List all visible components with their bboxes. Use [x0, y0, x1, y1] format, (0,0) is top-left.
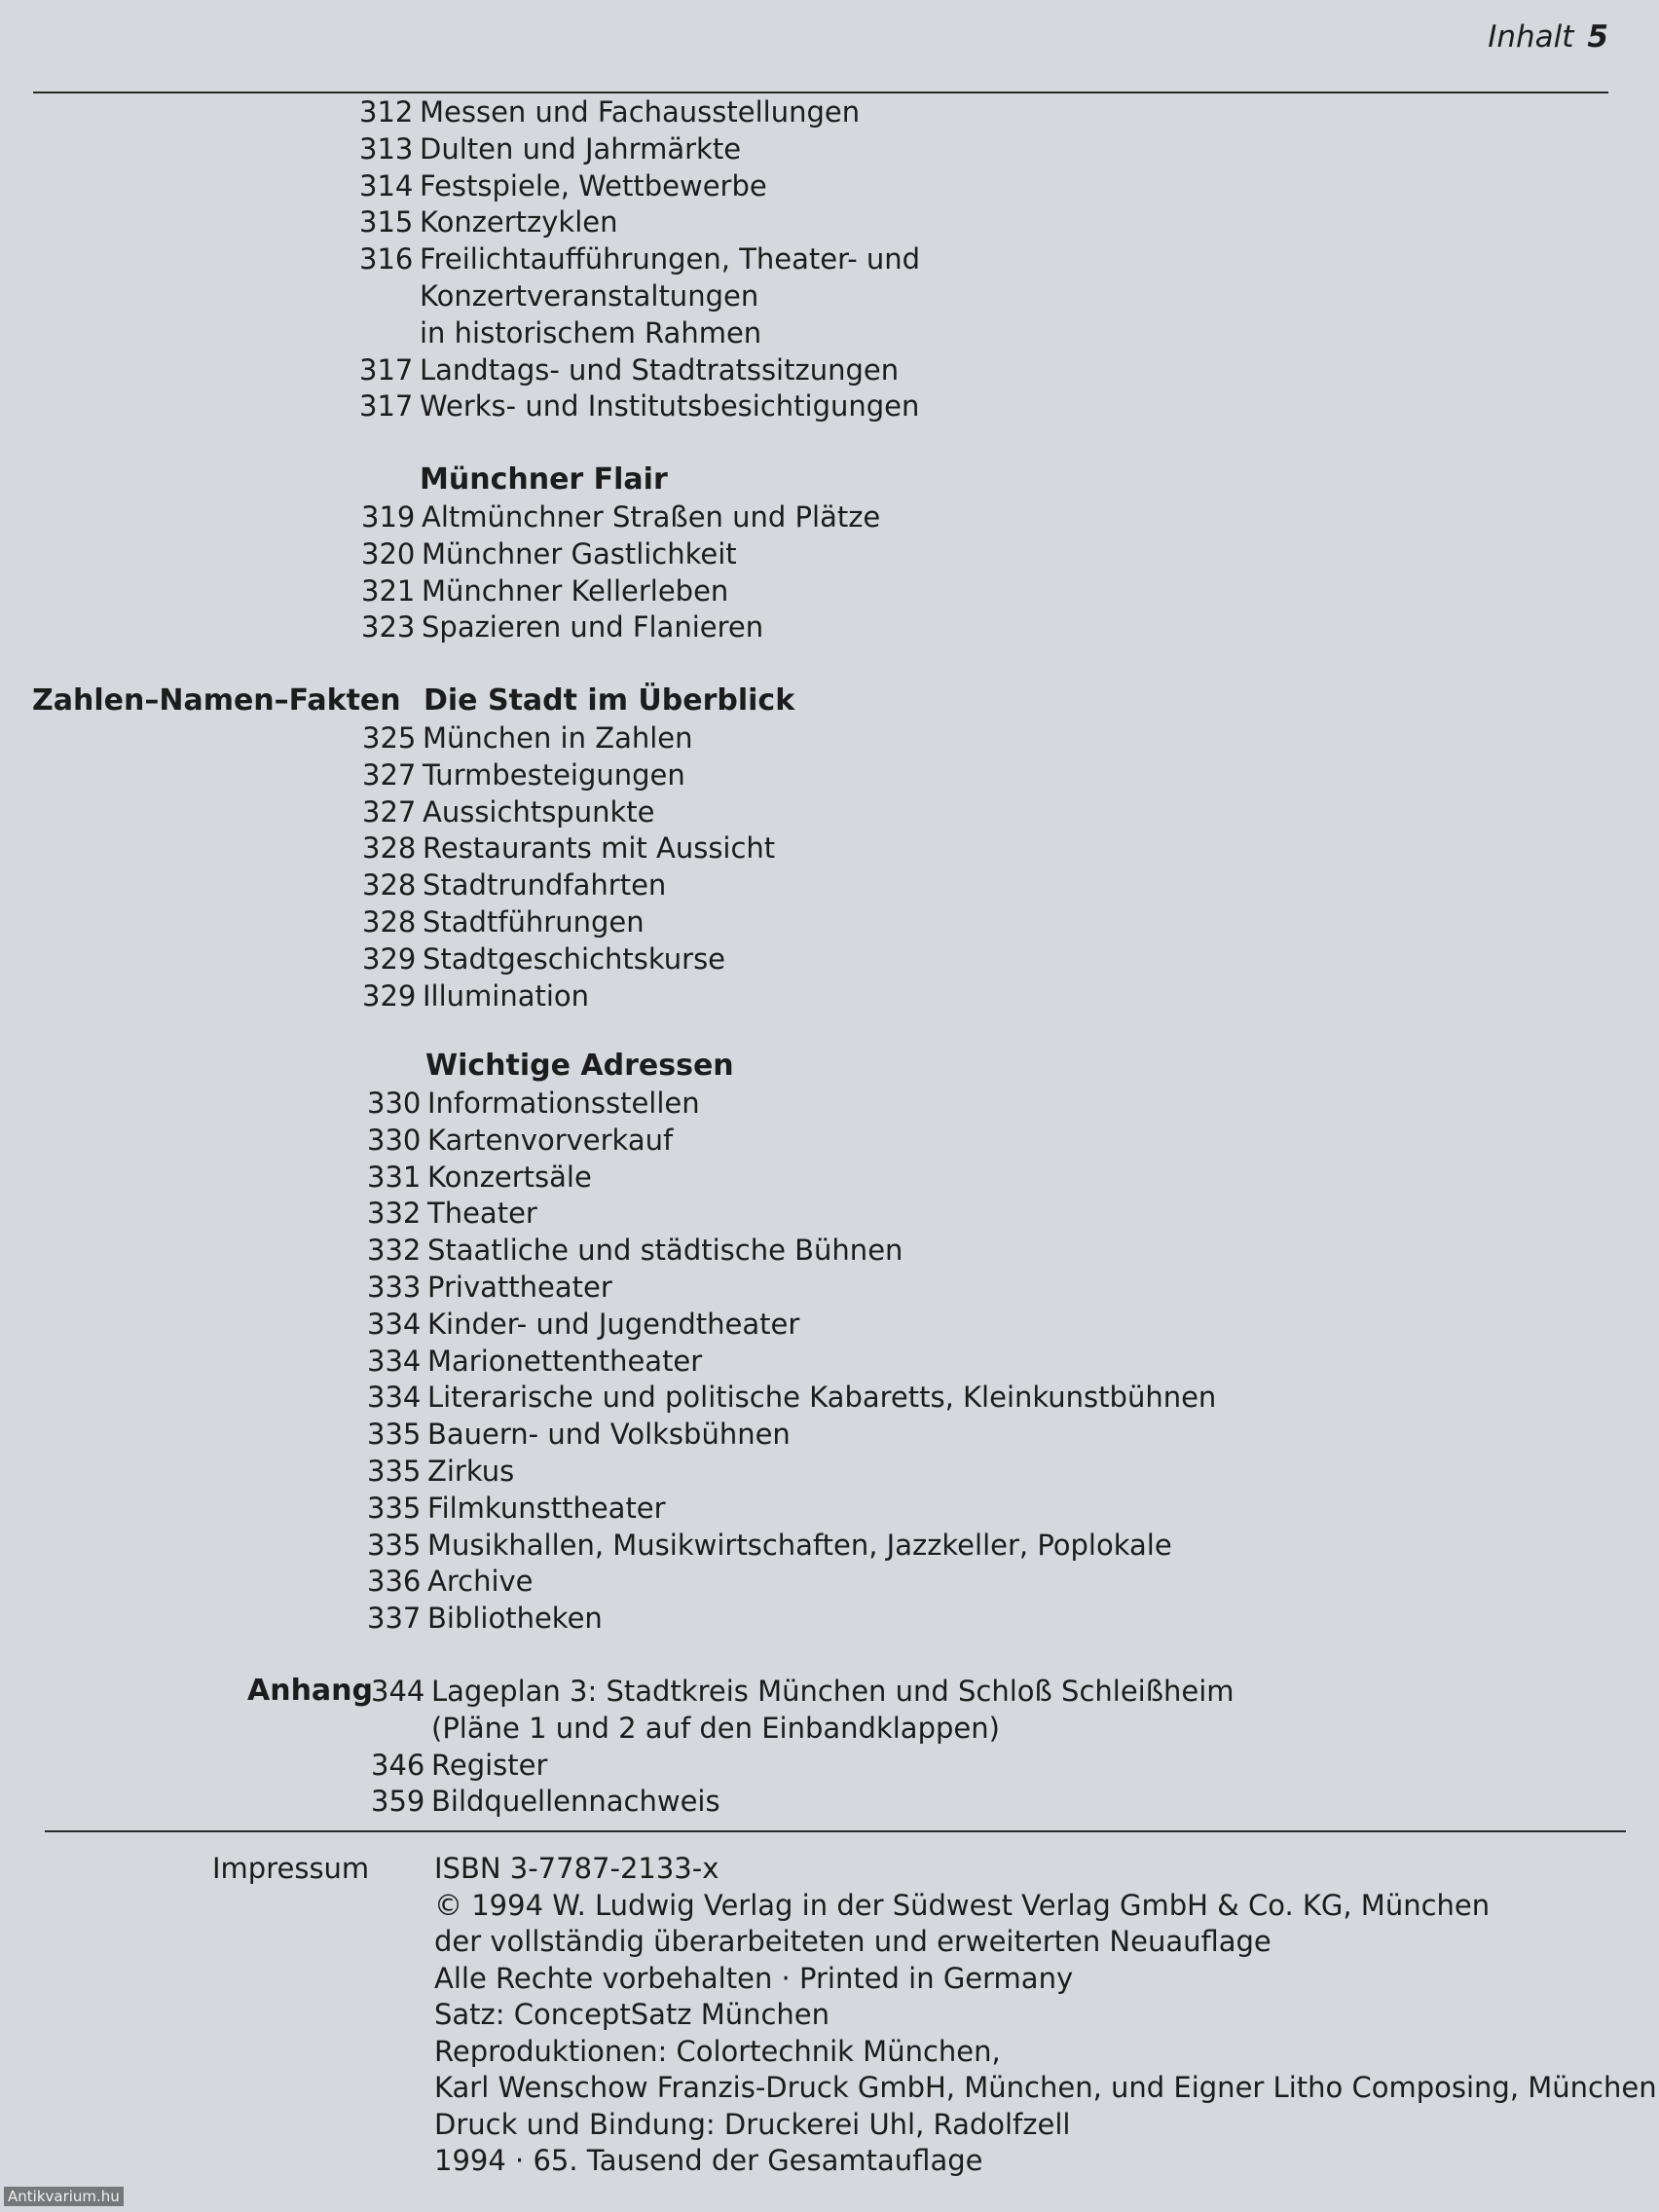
toc-entry-title: Turmbesteigungen	[423, 757, 685, 792]
toc-page-number: 330	[367, 1087, 422, 1120]
toc-entry-title: Illumination	[423, 978, 590, 1013]
impressum-line: Satz: ConceptSatz München	[434, 1998, 830, 2031]
toc-entry	[367, 1343, 702, 1380]
toc-page-number: 335	[367, 1528, 422, 1562]
toc-entry	[362, 977, 589, 1014]
toc-entry	[367, 1563, 534, 1600]
toc-entry-title: Staatliche und städtische Bühnen	[427, 1234, 903, 1268]
toc-entry	[359, 130, 741, 167]
toc-page-number: 317	[359, 389, 414, 424]
toc-page-number: 319	[361, 500, 416, 534]
toc-entry	[367, 1122, 673, 1159]
toc-entry-title: Konzertsäle	[427, 1160, 592, 1194]
toc-entry-title: Konzertveranstaltungen	[420, 279, 759, 313]
toc-page-number: 334	[367, 1344, 422, 1378]
toc-entry-title: Zirkus	[427, 1455, 515, 1488]
toc-page-number: 328	[362, 831, 417, 866]
impressum-line: Druck und Bindung: Druckerei Uhl, Radolfzell	[434, 2107, 1071, 2141]
impressum-line: Karl Wenschow Franzis-Druck GmbH, München, und Eigner Litho Composing, München	[434, 2071, 1657, 2104]
toc-page-number: 332	[367, 1197, 422, 1231]
toc-entry-title: Freilichtaufführungen, Theater- und	[420, 242, 921, 276]
toc-entry	[367, 1379, 1216, 1416]
toc-entry	[362, 866, 666, 903]
toc-entry-title: Privattheater	[427, 1271, 612, 1304]
toc-entry	[367, 1490, 666, 1527]
toc-entry	[359, 351, 899, 388]
toc-entry-title: Literarische und politische Kabaretts, Kleinkunstbühnen	[427, 1381, 1217, 1415]
toc-page-number: 335	[367, 1418, 422, 1452]
toc-entry-title: Altmünchner Straßen und Plätze	[422, 500, 881, 534]
page-header	[1488, 19, 1608, 55]
toc-entry	[361, 608, 763, 645]
toc-entry-title: Restaurants mit Aussicht	[423, 831, 776, 866]
toc-page-number: 327	[362, 757, 417, 792]
toc-entry-title: Theater	[427, 1197, 537, 1231]
toc-page-number: 335	[367, 1455, 422, 1488]
toc-entry-title: Kartenvorverkauf	[427, 1123, 674, 1157]
impressum-line: Alle Rechte vorbehalten · Printed in Germany	[434, 1961, 1074, 1995]
toc-entry	[367, 1416, 791, 1453]
toc-page-number: 359	[371, 1785, 425, 1819]
toc-entry-title: Marionettentheater	[427, 1344, 703, 1378]
toc-entry	[367, 1453, 514, 1490]
page-number: 5	[1587, 19, 1608, 55]
toc-entry	[371, 1783, 720, 1820]
toc-entry	[367, 1195, 537, 1232]
toc-entry-title: Bauern- und Volksbühnen	[427, 1418, 791, 1452]
toc-entry-title: Lageplan 3: Stadtkreis München und Schloß Schleißheim	[431, 1675, 1235, 1708]
impressum-line: © 1994 W. Ludwig Verlag in der Südwest Verlag GmbH & Co. KG, München	[434, 1888, 1491, 1922]
toc-entry-title: in historischem Rahmen	[420, 315, 762, 350]
toc-entry	[371, 1710, 1000, 1747]
toc-page-number: 320	[361, 536, 416, 571]
toc-entry-title: Bildquellennachweis	[431, 1785, 720, 1819]
toc-page-number: 317	[359, 352, 414, 387]
toc-entry-title: München in Zahlen	[423, 721, 693, 755]
toc-entry	[359, 277, 758, 314]
toc-entry	[367, 1232, 903, 1269]
toc-page-number: 323	[361, 610, 416, 645]
bottom-divider	[45, 1830, 1626, 1832]
toc-entry	[367, 1600, 603, 1637]
toc-page-number: 331	[367, 1160, 422, 1194]
toc-entry-title: Festspiele, Wettbewerbe	[420, 168, 767, 203]
toc-entry-title: Archive	[427, 1565, 534, 1599]
toc-entry	[361, 535, 737, 572]
section-label-zahlen: Zahlen–Namen–Fakten	[32, 683, 401, 718]
toc-entry	[371, 1747, 547, 1784]
impressum-line: Reproduktionen: Colortechnik München,	[434, 2034, 1001, 2068]
toc-entry	[359, 240, 920, 277]
toc-entry-title: Musikhallen, Musikwirtschaften, Jazzkeller, Poplokale	[427, 1528, 1172, 1562]
toc-page-number: 336	[367, 1565, 422, 1599]
toc-entry-title: Kinder- und Jugendtheater	[427, 1307, 800, 1341]
toc-entry	[367, 1159, 592, 1196]
toc-entry	[361, 498, 880, 535]
toc-page-number: 328	[362, 905, 417, 939]
toc-entry-title: Landtags- und Stadtratssitzungen	[420, 352, 900, 387]
header-title: Inhalt	[1488, 19, 1574, 55]
toc-entry-title: Register	[431, 1748, 548, 1782]
toc-entry	[362, 756, 685, 793]
toc-page-number: 332	[367, 1234, 422, 1268]
toc-page-number: 321	[361, 573, 416, 608]
toc-page-number: 315	[359, 205, 414, 240]
toc-entry	[359, 167, 767, 204]
toc-page-number: 329	[362, 941, 417, 976]
toc-page-number: 312	[359, 95, 414, 129]
impressum-line: der vollständig überarbeiteten und erweiterten Neuauflage	[434, 1925, 1272, 1958]
toc-entry-title: Dulten und Jahrmärkte	[420, 131, 742, 166]
toc-entry-title: Konzertzyklen	[420, 205, 618, 240]
toc-entry	[362, 903, 645, 940]
toc-entry-title: Aussichtspunkte	[423, 794, 655, 829]
toc-page-number: 316	[359, 242, 414, 276]
impressum-line: ISBN 3-7787-2133-x	[434, 1852, 719, 1885]
toc-entry-title: Messen und Fachausstellungen	[420, 95, 861, 129]
watermark-label: Antikvarium.hu	[4, 2187, 124, 2206]
section-heading-flair: Münchner Flair	[420, 462, 668, 497]
toc-entry-title: Bibliotheken	[427, 1602, 603, 1636]
toc-entry	[361, 572, 728, 609]
toc-page-number: 337	[367, 1602, 422, 1636]
toc-page-number: 333	[367, 1271, 422, 1304]
toc-entry	[367, 1527, 1172, 1564]
toc-entry-title: Informationsstellen	[427, 1087, 700, 1120]
toc-page-number: 328	[362, 868, 417, 903]
toc-entry	[359, 93, 860, 130]
impressum-label: Impressum	[212, 1852, 370, 1885]
toc-entry	[362, 940, 725, 977]
toc-entry-title: Stadtführungen	[423, 905, 645, 939]
section-heading-adressen: Wichtige Adressen	[425, 1049, 734, 1083]
toc-page-number: 335	[367, 1491, 422, 1525]
toc-entry-title: (Pläne 1 und 2 auf den Einbandklappen)	[431, 1711, 1000, 1745]
toc-entry	[367, 1306, 799, 1343]
toc-page-number: 334	[367, 1307, 422, 1341]
section-label-anhang: Anhang	[247, 1674, 374, 1708]
toc-entry-title: Münchner Kellerleben	[422, 573, 729, 608]
toc-entry	[359, 387, 919, 424]
toc-entry	[359, 203, 618, 240]
toc-page-number: 314	[359, 168, 414, 203]
toc-entry-title: Münchner Gastlichkeit	[422, 536, 737, 571]
toc-entry-title: Stadtrundfahrten	[423, 868, 667, 903]
toc-page-number: 330	[367, 1123, 422, 1157]
toc-page-number: 329	[362, 978, 417, 1013]
toc-entry	[371, 1673, 1235, 1710]
toc-page-number: 313	[359, 131, 414, 166]
toc-entry	[362, 719, 693, 756]
toc-entry	[367, 1269, 612, 1306]
toc-entry	[359, 314, 761, 351]
toc-page-number: 327	[362, 794, 417, 829]
toc-entry	[362, 793, 654, 830]
toc-entry-title: Werks- und Institutsbesichtigungen	[420, 389, 920, 424]
toc-page-number: 325	[362, 721, 417, 755]
toc-entry	[362, 830, 775, 866]
toc-page-number: 334	[367, 1381, 422, 1415]
toc-entry-title: Filmkunsttheater	[427, 1491, 666, 1525]
toc-page-number: 346	[371, 1748, 425, 1782]
impressum-line: 1994 · 65. Tausend der Gesamtauflage	[434, 2144, 983, 2177]
toc-entry-title: Spazieren und Flanieren	[422, 610, 764, 645]
section-heading-ueberblick: Die Stadt im Überblick	[424, 683, 795, 718]
toc-page-number: 344	[371, 1675, 425, 1708]
toc-entry	[367, 1085, 700, 1122]
toc-entry-title: Stadtgeschichtskurse	[423, 941, 726, 976]
